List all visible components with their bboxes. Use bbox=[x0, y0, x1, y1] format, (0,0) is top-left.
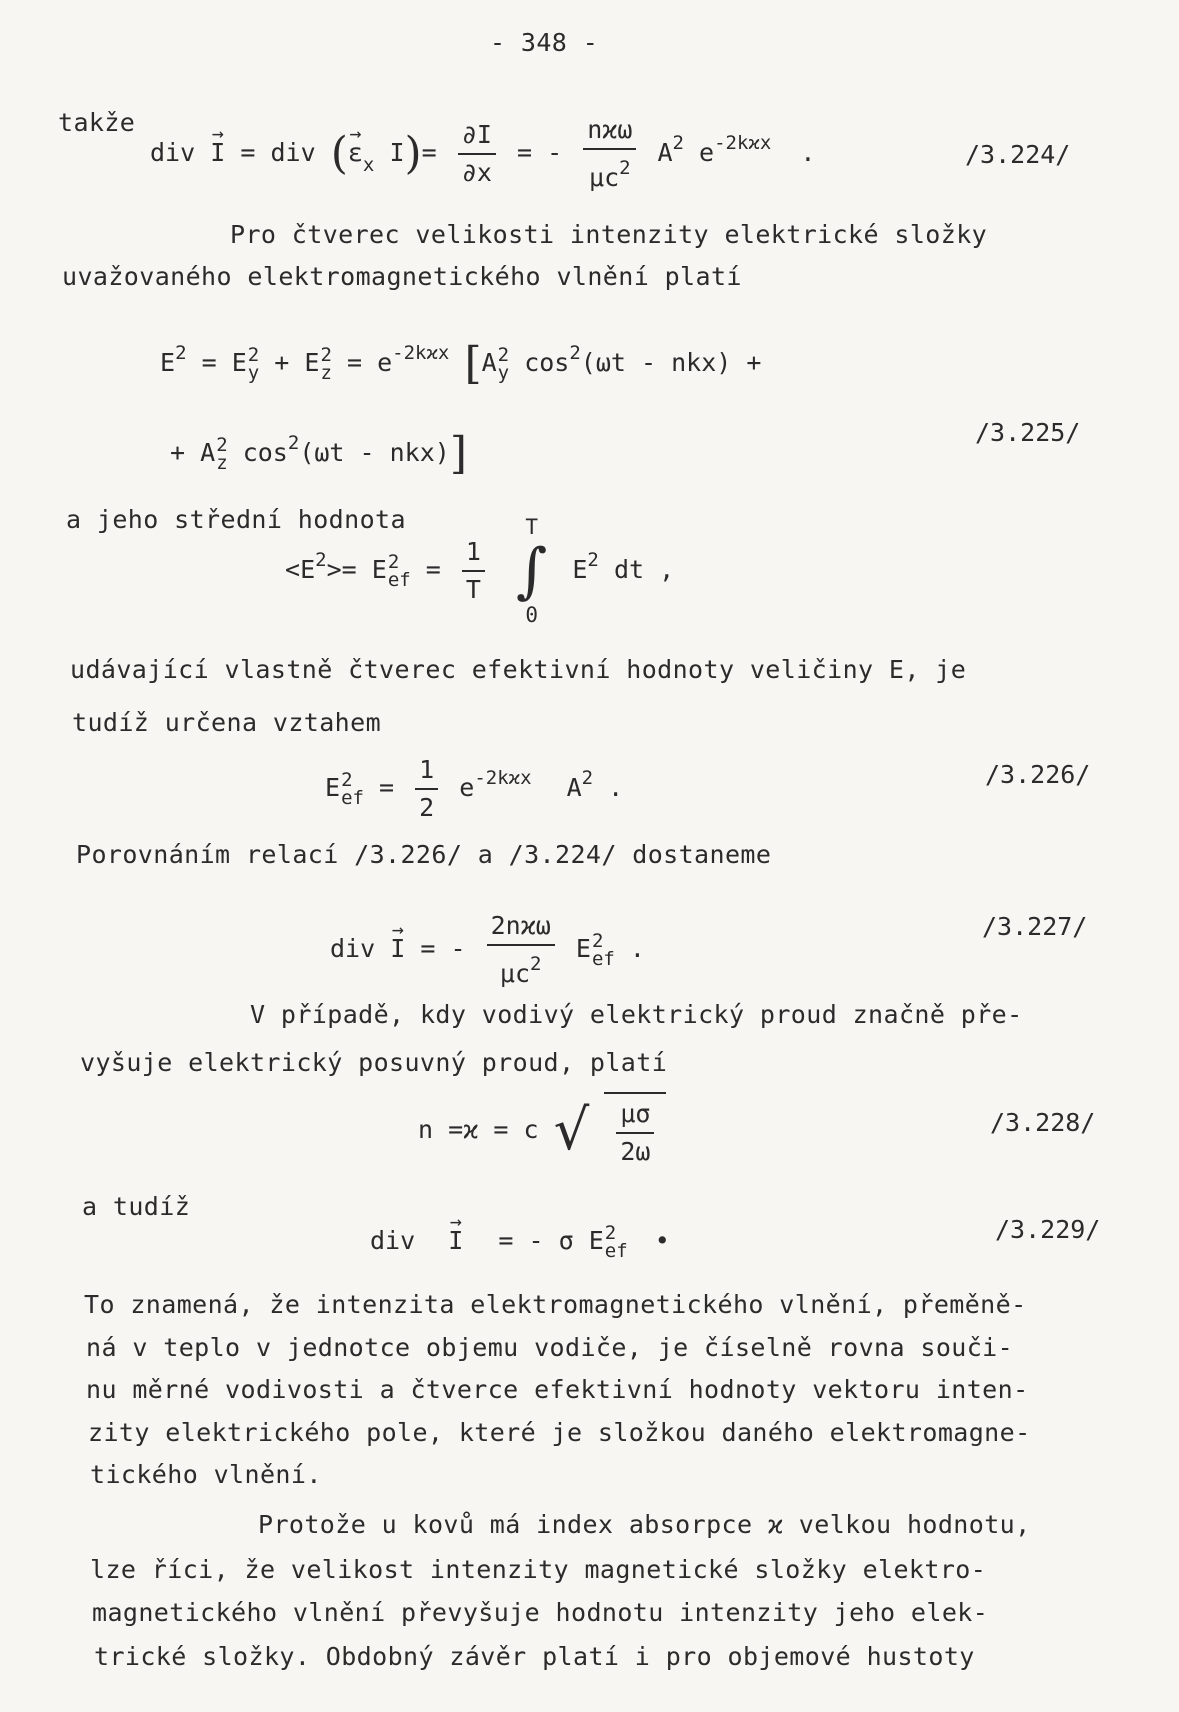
math-token: div bbox=[150, 138, 196, 167]
text-line: To znamená, že intenzita elektromagnetického vlnění, přeměně- bbox=[84, 1290, 1027, 1319]
text-line: a jeho střední hodnota bbox=[66, 505, 406, 534]
vector-eps: → ε bbox=[348, 138, 363, 168]
text-line: tického vlnění. bbox=[90, 1460, 322, 1489]
equation-number: /3.227/ bbox=[982, 912, 1088, 941]
text-line: Porovnáním relací /3.226/ a /3.224/ dostaneme bbox=[76, 840, 772, 869]
text-line: lze říci, že velikost intenzity magnetické složky elektro- bbox=[90, 1555, 987, 1584]
equation-3-228: n =ϰ = c √ $\frac{\mu\sigma}{2\omega}$ bbox=[418, 1092, 666, 1170]
math-token: . bbox=[800, 138, 816, 167]
text-line: tudíž určena vztahem bbox=[72, 708, 382, 737]
text-line: nu měrné vodivosti a čtverce efektivní hodnoty vektoru inten- bbox=[86, 1375, 1029, 1404]
equation-3-226: E 2 ef = $\frac{1}{2}$ $e^{-2kϰx}$ $A^2$ . bbox=[325, 752, 623, 826]
equation-3-224 bbox=[150, 112, 815, 196]
equation-mean-square: $<E^2>= E$ 2 ef = $\frac{1}{T}$ T ∫ 0 $E^2$ dt , bbox=[285, 515, 675, 627]
math-sup: -2kϰx bbox=[714, 132, 772, 154]
vector-I: → I bbox=[210, 138, 225, 168]
math-token: = bbox=[240, 138, 256, 167]
text-line: vyšuje elektrický posuvný proud, platí bbox=[80, 1048, 668, 1077]
square-root: √ $\frac{\mu\sigma}{2\omega}$ bbox=[554, 1092, 667, 1170]
math-token: = bbox=[421, 138, 437, 167]
math-token: div bbox=[270, 138, 316, 167]
text-line: ná v teplo v jednotce objemu vodiče, je číselně rovna souči- bbox=[86, 1333, 1014, 1362]
fraction-dI-dx: $\frac{\partial I}{\partial x}$ bbox=[458, 117, 496, 191]
text-line: uvažovaného elektromagnetického vlnění platí bbox=[62, 262, 742, 291]
text-line: V případě, kdy vodivý elektrický proud značně pře- bbox=[250, 1000, 1023, 1029]
equation-3-225-line-1: $E^2 = E$ 2 y + E 2 z = $e^{-2kϰx}$ [A 2 y $\cos^2(\omega t - nkx)$ + bbox=[160, 338, 762, 389]
text-line: Pro čtverec velikosti intenzity elektrické složky bbox=[230, 220, 988, 249]
integral-sign: T ∫ 0 bbox=[516, 515, 548, 627]
math-sub: x bbox=[362, 154, 375, 176]
equation-3-229: div → I = - σ E 2 ef • bbox=[370, 1224, 670, 1260]
equation-number: /3.225/ bbox=[975, 418, 1081, 447]
text-line: Protože u kovů má index absorpce ϰ velkou hodnotu, bbox=[258, 1510, 1031, 1539]
page-number: - 348 - bbox=[490, 28, 599, 57]
math-paren: ) bbox=[404, 128, 422, 179]
math-token: e bbox=[699, 138, 715, 167]
fraction-nkw-muc2: $\frac{\text{nϰω}}{\mu c^2}$ bbox=[583, 112, 636, 196]
text-line: trické složky. Obdobný závěr platí i pro objemové hustoty bbox=[94, 1642, 975, 1671]
text-line: a tudíž bbox=[82, 1192, 191, 1221]
text-line: magnetického vlnění převyšuje hodnotu intenzity jeho elek- bbox=[92, 1598, 989, 1627]
equation-number: /3.229/ bbox=[995, 1215, 1101, 1244]
math-token: - bbox=[547, 138, 563, 167]
text-line: udávající vlastně čtverec efektivní hodnoty veličiny E, je bbox=[70, 655, 967, 684]
math-token: = bbox=[516, 138, 533, 167]
text-line: takže bbox=[58, 108, 136, 137]
math-token: I bbox=[389, 138, 405, 167]
text-line: zity elektrického pole, které je složkou daného elektromagne- bbox=[88, 1418, 1031, 1447]
math-token: A bbox=[657, 138, 673, 167]
equation-number: /3.226/ bbox=[985, 760, 1091, 789]
equation-number: /3.224/ bbox=[965, 140, 1071, 169]
equation-3-225-line-2: + A 2 z $\cos^2(\omega t - nkx)$] bbox=[170, 428, 467, 479]
equation-number: /3.228/ bbox=[990, 1108, 1096, 1137]
equation-3-227: div → I = - $\frac{\text{2nϰω}}{\mu c^2}$ E 2 ef . bbox=[330, 908, 645, 992]
math-paren: ( bbox=[330, 128, 348, 179]
math-sup: 2 bbox=[672, 132, 684, 154]
